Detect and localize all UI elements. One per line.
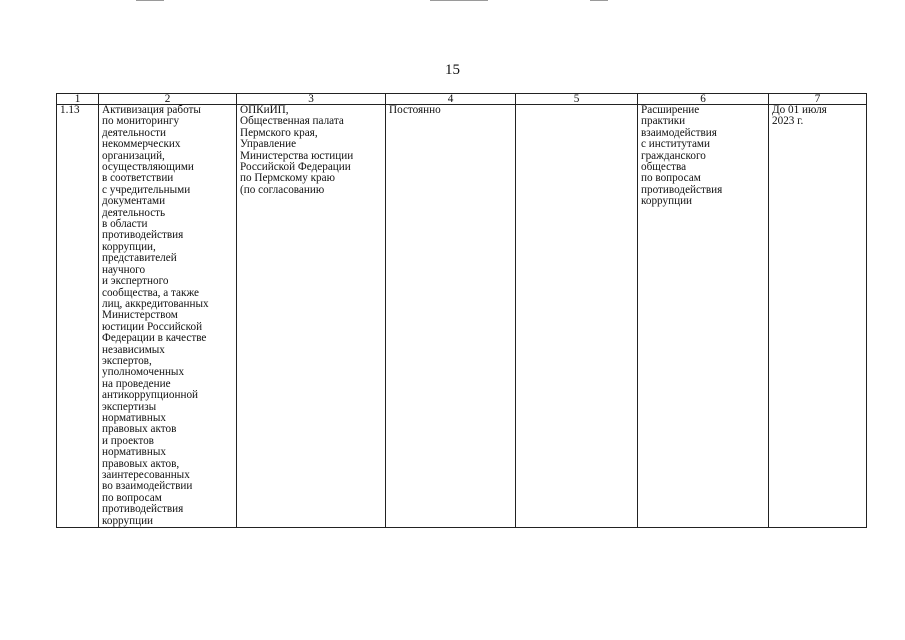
cell-text-line: 2023 г. — [772, 115, 804, 128]
cell-text-line: организаций, — [102, 149, 165, 162]
cell-text-line: Российской Федерации — [240, 161, 351, 174]
cell-text-line: нормативных — [102, 411, 166, 424]
column-header: 3 — [237, 94, 386, 105]
cell-text-line: Министерством — [102, 309, 178, 322]
cell-text-line: общества — [641, 161, 687, 174]
cell-text-line: практики — [641, 115, 686, 128]
cell-text-line: в соответствии — [102, 172, 174, 185]
cell-text-line: ОПКиИП, — [240, 104, 289, 116]
table-row — [57, 105, 867, 528]
cell-text-line: коррупции, — [102, 240, 156, 253]
activity-cell — [99, 105, 237, 528]
cell-text-line: по мониторингу — [102, 115, 180, 128]
empty-cell — [516, 105, 638, 528]
deadline-type-cell — [386, 105, 516, 528]
scan-artifact — [136, 0, 164, 1]
cell-text-line: деятельности — [102, 126, 167, 139]
cell-text-line: противодействия — [102, 229, 184, 242]
cell-text-line: в области — [102, 218, 148, 231]
cell-text-line: заинтересованных — [102, 469, 190, 481]
scan-artifact — [430, 0, 488, 1]
cell-text-line: по Пермскому краю — [240, 172, 335, 185]
column-header: 1 — [57, 94, 99, 105]
cell-text-line: уполномоченных — [102, 366, 185, 379]
header-row — [57, 94, 867, 105]
page-number: 15 — [445, 62, 460, 78]
cell-text-line: на проведение — [102, 377, 171, 390]
cell-text-line: Активизация работы — [102, 104, 201, 116]
measures-table — [56, 93, 867, 528]
column-header: 7 — [769, 94, 867, 105]
column-header: 2 — [99, 94, 237, 105]
cell-text-line: сообщества, а также — [102, 286, 199, 299]
cell-text-line: представителей — [102, 252, 177, 265]
cell-text-line: по вопросам — [102, 491, 162, 504]
deadline-cell — [769, 105, 867, 528]
cell-text-line: документами — [102, 195, 166, 208]
cell-text-line: коррупции — [641, 195, 693, 208]
cell-text-line: Общественная палата — [240, 115, 344, 128]
cell-text-line: Пермского края, — [240, 126, 318, 139]
result-cell — [638, 105, 769, 528]
cell-text-line: правовых актов, — [102, 457, 180, 470]
cell-text-line: научного — [102, 263, 146, 276]
column-header: 4 — [386, 94, 516, 105]
cell-text-line: нормативных — [102, 446, 166, 459]
cell-text-line: юстиции Российской — [102, 320, 203, 333]
cell-text-line: гражданского — [641, 149, 706, 162]
scan-artifact — [590, 0, 608, 1]
column-header: 6 — [638, 94, 769, 105]
cell-text-line: во взаимодействии — [102, 480, 193, 493]
cell-text-line: с учредительными — [102, 183, 191, 196]
cell-text-line: Постоянно — [389, 104, 441, 116]
cell-text-line: Министерства юстиции — [240, 149, 354, 162]
cell-text-line: по вопросам — [641, 172, 701, 185]
cell-text-line: деятельность — [102, 206, 166, 219]
cell-text-line: коррупции — [102, 514, 154, 527]
cell-text-line: некоммерческих — [102, 138, 181, 151]
cell-text-line: взаимодействия — [641, 126, 717, 139]
cell-text-line: и экспертного — [102, 275, 169, 288]
cell-text-line: Управление — [240, 138, 297, 151]
cell-text-line: Федерации в качестве — [102, 332, 207, 345]
cell-text-line: противодействия — [641, 183, 723, 196]
item-number-cell — [57, 105, 99, 528]
cell-text-line: правовых актов — [102, 423, 177, 436]
cell-text-line: антикоррупционной — [102, 389, 199, 402]
item-number: 1.13 — [60, 104, 80, 116]
cell-text-line: противодействия — [102, 503, 184, 516]
cell-text-line: экспертов, — [102, 354, 152, 367]
cell-text-line: (по согласованию — [240, 183, 325, 196]
column-header: 5 — [516, 94, 638, 105]
cell-text-line: экспертизы — [102, 400, 157, 413]
cell-text-line: До 01 июля — [772, 104, 827, 116]
cell-text-line: Расширение — [641, 104, 700, 116]
cell-text-line: и проектов — [102, 434, 154, 447]
cell-text-line: лиц, аккредитованных — [102, 297, 209, 310]
executors-cell — [237, 105, 386, 528]
cell-text-line: с институтами — [641, 138, 710, 151]
cell-text-line: независимых — [102, 343, 165, 356]
cell-text-line: осуществляющими — [102, 161, 194, 174]
